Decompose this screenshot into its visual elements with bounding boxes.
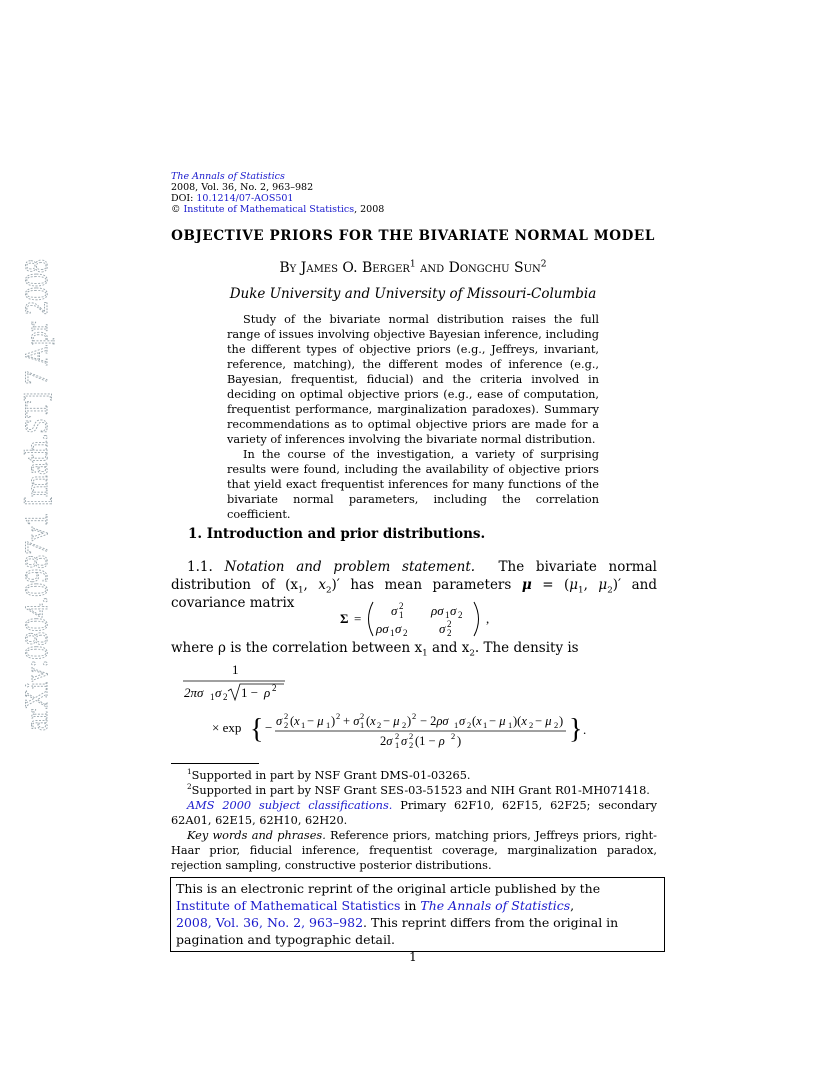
body-paragraph: 1.1. Notation and problem statement. The bivariate normal distribution of ($x_1$, $x_2)'$ has mean parameters $\mu = (\mu_1$, $\mu_2)'$ and covariance matrix bbox=[171, 559, 657, 611]
svg-text:2: 2 bbox=[402, 720, 407, 730]
svg-text:1: 1 bbox=[399, 610, 404, 620]
svg-text:2: 2 bbox=[360, 711, 365, 721]
svg-text:(1 − ρ: (1 − ρ bbox=[415, 734, 445, 748]
svg-text:(x: (x bbox=[366, 714, 376, 728]
svg-text:2: 2 bbox=[272, 683, 277, 693]
footnote-divider bbox=[171, 763, 259, 764]
svg-text:.: . bbox=[583, 722, 587, 737]
copyright-icon: © bbox=[171, 204, 181, 215]
publisher-link[interactable]: Institute of Mathematical Statistics bbox=[176, 898, 401, 913]
svg-text:1: 1 bbox=[508, 720, 513, 730]
footnote-marker: 1 bbox=[409, 259, 416, 270]
author-name: Dongchu Sun bbox=[448, 260, 541, 276]
journal-name-link[interactable]: The Annals of Statistics bbox=[171, 171, 285, 182]
doi-link[interactable]: 10.1214/07-AOS501 bbox=[196, 193, 294, 204]
svg-text:× exp: × exp bbox=[212, 720, 242, 735]
svg-text:ρ: ρ bbox=[264, 685, 271, 700]
svg-text:− μ: − μ bbox=[307, 714, 324, 728]
svg-text:1: 1 bbox=[395, 740, 400, 750]
density-equation bbox=[180, 662, 660, 752]
section-heading: 1. Introduction and prior distributions. bbox=[188, 526, 486, 542]
body-paragraph: where ρ is the correlation between $x_1$ and $x_2$. The density is bbox=[171, 640, 579, 659]
footnote-marker: 2 bbox=[540, 259, 547, 270]
svg-text:2: 2 bbox=[451, 731, 456, 741]
author-name: James O. Berger bbox=[300, 260, 410, 276]
svg-text:2: 2 bbox=[554, 720, 559, 730]
intro-text: )′ has mean parameters bbox=[331, 577, 512, 593]
journal-link[interactable]: The Annals of Statistics bbox=[420, 898, 571, 913]
footnote: $^2$Supported in part by NSF Grant SES-03-51523 and NIH Grant R01-MH071418. bbox=[187, 782, 650, 797]
svg-text:Σ: Σ bbox=[340, 611, 349, 626]
keywords: Key words and phrases. Reference priors, matching priors, Jeffreys priors, right-Haar prior, fiducial inference, frequentist coverage, marginalization paradox, rejection sampling, constructive posterior distributions. bbox=[171, 829, 657, 872]
svg-text:): ) bbox=[457, 734, 462, 748]
svg-text:2σ: 2σ bbox=[380, 734, 393, 748]
svg-text:1: 1 bbox=[483, 720, 488, 730]
svg-text:σ: σ bbox=[459, 714, 466, 728]
svg-text:− μ: − μ bbox=[489, 714, 506, 728]
svg-text:2: 2 bbox=[377, 720, 382, 730]
svg-text:2: 2 bbox=[336, 711, 341, 721]
svg-text:): ) bbox=[407, 714, 412, 728]
svg-text:}: } bbox=[569, 714, 583, 745]
svg-text:− μ: − μ bbox=[535, 714, 552, 728]
ams-classification: AMS 2000 subject classifications. Primary 62F10, 62F15, 62F25; secondary 62A01, 62E15, 62H10, 62H20. bbox=[171, 799, 658, 827]
footnote: $^1$Supported in part by NSF Grant DMS-01-03265. bbox=[187, 767, 471, 782]
svg-text:1: 1 bbox=[454, 720, 459, 730]
svg-text:− μ: − μ bbox=[383, 714, 400, 728]
abstract bbox=[227, 312, 599, 522]
subsection-title: Notation and problem statement. bbox=[224, 559, 476, 575]
and-word: and bbox=[420, 260, 445, 276]
svg-text:1: 1 bbox=[326, 720, 331, 730]
svg-text:2: 2 bbox=[223, 692, 228, 702]
intro-text: The bivariate normal distribution of (x bbox=[171, 559, 657, 593]
doi-label: DOI: bbox=[171, 193, 197, 204]
svg-text:2: 2 bbox=[395, 731, 400, 741]
svg-text:− 2ρσ: − 2ρσ bbox=[420, 714, 449, 728]
svg-text:1: 1 bbox=[390, 628, 395, 638]
svg-text:2: 2 bbox=[284, 711, 289, 721]
author-line bbox=[171, 260, 655, 276]
paper-title: OBJECTIVE PRIORS FOR THE BIVARIATE NORMAL MODEL bbox=[171, 228, 655, 244]
publisher-link[interactable]: Institute of Mathematical Statistics bbox=[183, 204, 355, 215]
svg-text:ρσ: ρσ bbox=[431, 603, 444, 618]
svg-text:σ: σ bbox=[391, 603, 398, 618]
journal-volume: 2008, Vol. 36, No. 2, 963–982 bbox=[171, 182, 314, 193]
by-word: By bbox=[279, 260, 297, 276]
svg-text:σ: σ bbox=[439, 621, 446, 636]
svg-text:2: 2 bbox=[467, 720, 472, 730]
svg-text:1: 1 bbox=[445, 610, 450, 620]
svg-text:σ: σ bbox=[276, 714, 283, 728]
svg-text:2: 2 bbox=[447, 628, 452, 638]
svg-text:): ) bbox=[331, 714, 336, 728]
svg-text:): ) bbox=[559, 714, 564, 728]
svg-text:(x: (x bbox=[472, 714, 482, 728]
svg-text:{: { bbox=[250, 714, 264, 745]
svg-text:ρσ: ρσ bbox=[376, 621, 389, 636]
affiliation: Duke University and University of Missouri-Columbia bbox=[229, 286, 597, 302]
reprint-notice-box: This is an electronic reprint of the original article published by the Institute of Mathematical Statistics in The Annals of Statistics, 2008, Vol. 36, No. 2, 963–982. This reprint differs from the original in pagination and typographic detail. bbox=[170, 877, 665, 952]
page-number: 1 bbox=[409, 950, 417, 964]
svg-text:2: 2 bbox=[403, 628, 408, 638]
svg-text:,: , bbox=[486, 611, 490, 626]
issue-link[interactable]: 2008, Vol. 36, No. 2, 963–982 bbox=[176, 915, 364, 930]
abstract-paragraph: In the course of the investigation, a variety of surprising results were found, including the availability of objective priors that yield exact frequentist inferences for many functions of the bivariate normal parameters, including the correlation coefficient. bbox=[227, 448, 599, 521]
svg-text:2: 2 bbox=[409, 731, 414, 741]
svg-text:+ σ: + σ bbox=[343, 714, 360, 728]
ams-classification-link[interactable]: AMS 2000 subject classifications. bbox=[187, 799, 393, 812]
svg-text:1: 1 bbox=[360, 720, 365, 730]
svg-text:=: = bbox=[354, 611, 362, 626]
svg-text:1: 1 bbox=[232, 662, 239, 677]
footnotes bbox=[171, 768, 657, 873]
intro-text: and covariance matrix bbox=[171, 577, 657, 611]
svg-text:2: 2 bbox=[447, 619, 452, 629]
svg-text:1: 1 bbox=[301, 720, 306, 730]
keywords-label: Key words and phrases. bbox=[187, 829, 326, 842]
svg-text:2: 2 bbox=[284, 720, 289, 730]
svg-text:2: 2 bbox=[399, 601, 404, 611]
subsection-number: 1.1. bbox=[187, 559, 213, 575]
arxiv-side-stamp[interactable] bbox=[6, 173, 60, 735]
svg-text:σ: σ bbox=[395, 621, 402, 636]
abstract-paragraph: Study of the bivariate normal distribution raises the full range of issues involving objective Bayesian inference, including the different types of objective priors (e.g., Jeffreys, invariant, reference, matching), the different modes of inference (e.g., Bayesian, frequentist, fiducial) and the criteria involved in deciding on optimal objective priors (e.g., ease of computation, frequentist performance, marginalization paradoxes). Summary recommendations as to optimal objective priors are made for a variety of inferences involving the bivariate normal distribution. bbox=[227, 313, 599, 446]
svg-text:1 −: 1 − bbox=[241, 685, 259, 700]
svg-text:σ: σ bbox=[401, 734, 408, 748]
svg-text:2: 2 bbox=[529, 720, 534, 730]
svg-text:)(x: )(x bbox=[513, 714, 527, 728]
svg-text:1: 1 bbox=[210, 692, 215, 702]
svg-text:2πσ: 2πσ bbox=[184, 685, 204, 700]
svg-text:σ: σ bbox=[215, 685, 222, 700]
svg-text:σ: σ bbox=[450, 603, 457, 618]
covariance-matrix-equation bbox=[336, 598, 516, 640]
svg-text:(x: (x bbox=[290, 714, 300, 728]
svg-text:−: − bbox=[265, 720, 273, 735]
arxiv-id-text: arXiv:0804.0987v1 [math.ST] 7 Apr 2008 bbox=[19, 173, 55, 731]
svg-text:2: 2 bbox=[412, 711, 417, 721]
svg-text:2: 2 bbox=[409, 740, 414, 750]
svg-text:2: 2 bbox=[458, 610, 463, 620]
copyright-year: , 2008 bbox=[354, 204, 385, 215]
journal-header bbox=[171, 171, 471, 215]
